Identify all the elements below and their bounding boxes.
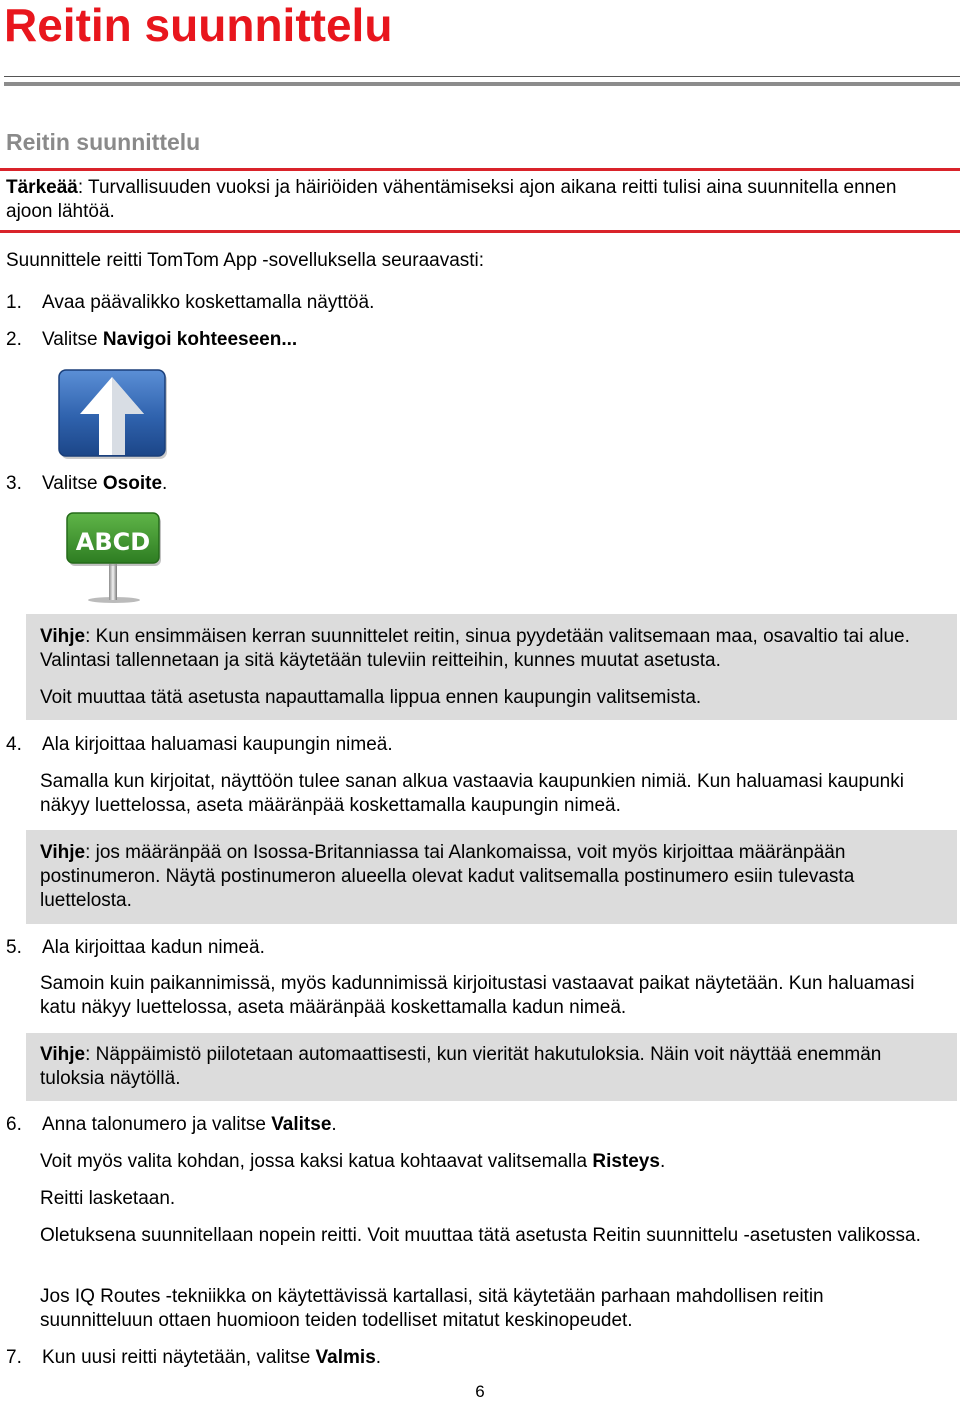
step-text: Valitse Navigoi kohteeseen... — [42, 329, 298, 350]
step-text: Kun uusi reitti näytetään, valitse Valmis. — [42, 1347, 382, 1368]
important-note — [6, 176, 946, 224]
header-rule-thick — [4, 82, 960, 86]
step-text: Ala kirjoittaa haluamasi kaupungin nimeä. — [42, 734, 393, 755]
step-text: Anna talonumero ja valitse Valitse. — [42, 1114, 337, 1135]
step-number: 4. — [6, 734, 22, 755]
tip-box — [26, 614, 957, 720]
tip-label: Vihje — [40, 842, 86, 863]
tip-text: Vihje: Kun ensimmäisen kerran suunnittelet reitin, sinua pyydetään valitsemaan maa, osavaltio tai alue. Valintasi tallennetaan ja sitä käytetään tuleviin reitteihin, kunnes muutat asetusta. — [40, 626, 910, 671]
step-number: 6. — [6, 1114, 22, 1135]
page-number: 6 — [475, 1382, 485, 1401]
step-2 — [0, 328, 960, 352]
svg-text:ABCD: ABCD — [75, 528, 151, 556]
step-7 — [0, 1346, 960, 1370]
step-number: 7. — [6, 1347, 22, 1368]
step-4 — [0, 733, 960, 757]
navigate-arrow-icon — [58, 369, 170, 461]
step-bold: Valitse — [271, 1114, 332, 1135]
step-6-default-route: Oletuksena suunnitellaan nopein reitti. Voit muuttaa tätä asetusta Reitin suunnittelu -asetusten valikossa. — [40, 1225, 921, 1246]
step-6-iq-routes: Jos IQ Routes -tekniikka on käytettävissä kartallasi, sitä käytetään parhaan mahdollisen reitin suunnitteluun ottaen huomioon teiden todelliset mitatut keskinopeudet. — [40, 1286, 824, 1331]
step-6 — [0, 1113, 960, 1137]
step-number: 1. — [6, 292, 22, 313]
crossing-bold: Risteys — [592, 1151, 660, 1172]
step-1 — [0, 291, 960, 315]
tip-text: Vihje: jos määränpää on Isossa-Britanniassa tai Alankomaissa, voit myös kirjoittaa määränpään postinumeron. Näytä postinumeron alueella olevat kadut valitsemalla postinumero esiin tulevasta luettelosta. — [40, 842, 855, 911]
intro-text: Suunnittele reitti TomTom App -sovelluksella seuraavasti: — [6, 250, 485, 271]
step-text: Valitse Osoite. — [42, 473, 168, 494]
tip-label: Vihje — [40, 1044, 86, 1065]
important-text: : Turvallisuuden vuoksi ja häiriöiden vähentämiseksi ajon aikana reitti tulisi aina suunnitella ennen ajoon lähtöä. — [6, 177, 897, 222]
tip-box — [26, 830, 957, 924]
header-rule-thin — [4, 76, 960, 77]
section-title: Reitin suunnittelu — [6, 129, 201, 155]
step-text: Avaa päävalikko koskettamalla näyttöä. — [42, 292, 375, 313]
step-6-crossing: Voit myös valita kohdan, jossa kaksi katua kohtaavat valitsemalla Risteys. — [40, 1151, 666, 1172]
step-5-detail: Samoin kuin paikannimissä, myös kadunnimissä kirjoitustasi vastaavat paikat näytetään. Kun haluamasi katu näkyy luettelossa, aseta määränpää koskettamalla kadun nimeä. — [40, 973, 915, 1018]
tip-label: Vihje — [40, 626, 86, 647]
tip-box — [26, 1033, 957, 1101]
step-3 — [0, 472, 960, 496]
tip-text-2: Voit muuttaa tätä asetusta napauttamalla lippua ennen kaupungin valitsemista. — [40, 687, 702, 708]
step-bold: Navigoi kohteeseen... — [102, 329, 298, 350]
page-title: Reitin suunnittelu — [4, 0, 393, 51]
tip-text: Vihje: Näppäimistö piilotetaan automaattisesti, kun vierität hakutuloksia. Näin voit näyttää enemmän tuloksia näytöllä. — [40, 1044, 882, 1089]
step-bold: Osoite — [102, 473, 163, 494]
step-text: Ala kirjoittaa kadun nimeä. — [42, 937, 265, 958]
step-bold: Valmis — [315, 1347, 376, 1368]
address-sign-icon — [66, 512, 166, 604]
step-number: 3. — [6, 473, 22, 494]
step-number: 2. — [6, 329, 22, 350]
step-number: 5. — [6, 937, 22, 958]
important-label: Tärkeää — [6, 177, 78, 198]
step-5 — [0, 936, 960, 960]
step-4-detail: Samalla kun kirjoitat, näyttöön tulee sanan alkua vastaavia kaupunkien nimiä. Kun haluamasi kaupunki näkyy luettelossa, aseta määränpää koskettamalla kaupungin nimeä. — [40, 771, 904, 816]
step-6-calculated: Reitti lasketaan. — [40, 1188, 176, 1209]
